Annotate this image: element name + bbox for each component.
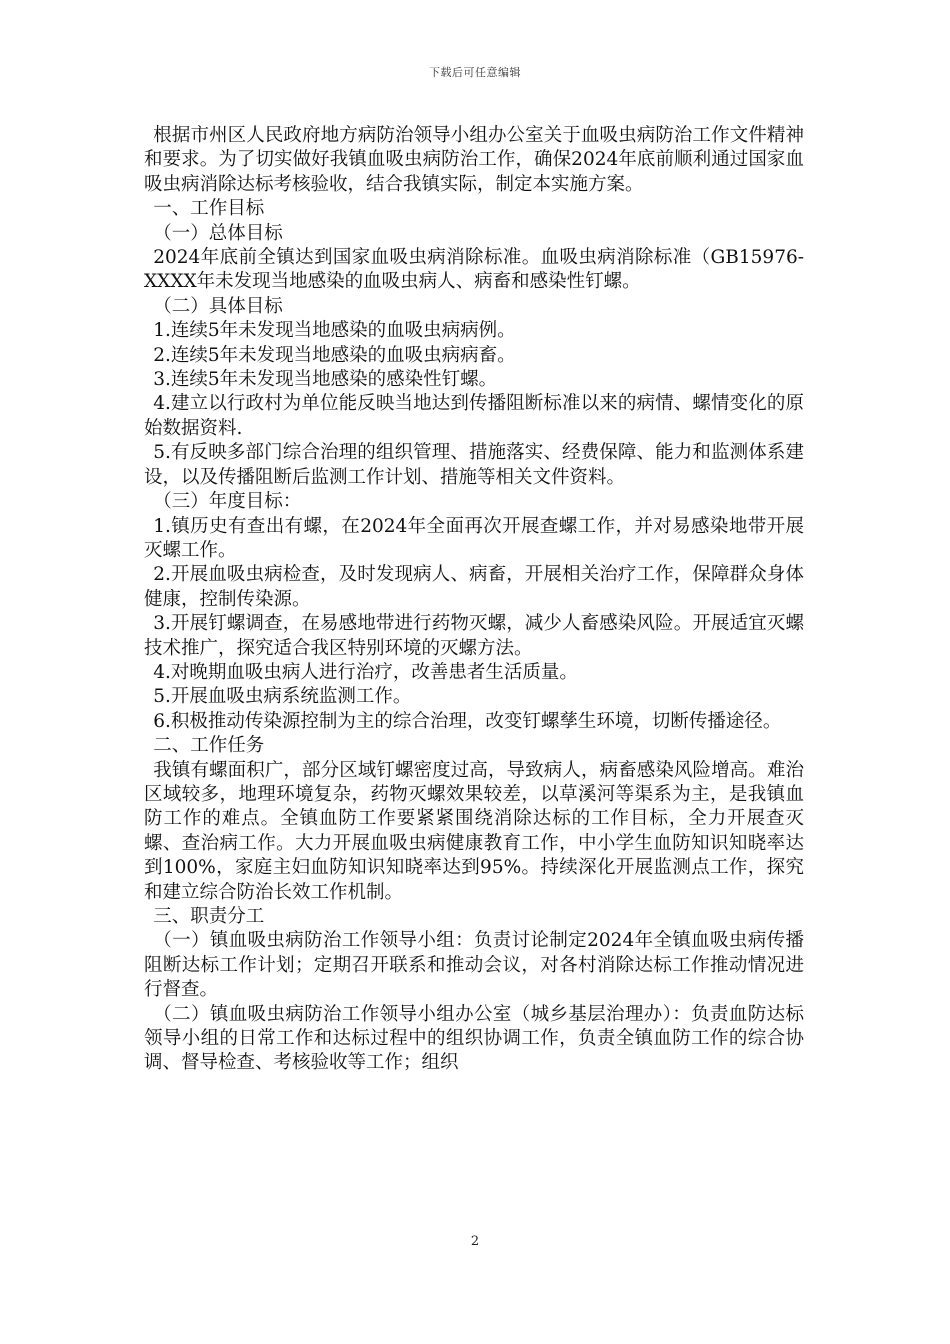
annual-goal-item: 3.开展钉螺调查，在易感地带进行药物灭螺，减少人畜感染风险。开展适宜灭螺技术推广，探究适合我区特别环境的灭螺方法。	[144, 613, 804, 659]
section-heading-goals: 一、工作目标	[153, 198, 265, 220]
specific-goal-item: 3.连续5年未发现当地感染的感染性钉螺。	[153, 369, 498, 391]
annual-goal-item: 4.对晚期血吸虫病人进行治疗，改善患者生活质量。	[153, 661, 578, 683]
specific-goal-item: 1.连续5年未发现当地感染的血吸虫病病例。	[153, 320, 516, 342]
annual-goal-item: 5.开展血吸虫病系统监测工作。	[153, 686, 412, 708]
page-header: 下载后可任意编辑	[429, 66, 521, 79]
annual-goal-item: 6.积极推动传染源控制为主的综合治理，改变钉螺孳生环境，切断传播途径。	[153, 710, 782, 732]
duties-paragraph: （二）镇血吸虫病防治工作领导小组办公室（城乡基层治理办）：负责血防达标领导小组的日常工作和达标过程中的组织协调工作，负责全镇血防工作的综合协调、督导检查、考核验收等工作；组织	[144, 1003, 804, 1074]
page-number: 2	[470, 1234, 480, 1249]
subsection-heading-annual: （三）年度目标：	[153, 491, 302, 513]
annual-goal-item: 2.开展血吸虫病检查，及时发现病人、病畜，开展相关治疗工作，保障群众身体健康，控制传染源。	[144, 564, 804, 610]
document-body	[144, 124, 804, 1076]
duties-paragraph: （一）镇血吸虫病防治工作领导小组：负责讨论制定2024年全镇血吸虫病传播阻断达标工作计划；定期召开联系和推动会议，对各村消除达标工作推动情况进行督查。	[144, 930, 804, 1001]
subsection-heading-specific: （二）具体目标	[153, 295, 283, 317]
specific-goal-item: 5.有反映多部门综合治理的组织管理、措施落实、经费保障、能力和监测体系建设，以及传播阻断后监测工作计划、措施等相关文件资料。	[144, 442, 804, 488]
overall-goal-paragraph: 2024年底前全镇达到国家血吸虫病消除标准。血吸虫病消除标准（GB15976-XXXX年未发现当地感染的血吸虫病人、病畜和感染性钉螺。	[144, 247, 804, 293]
section-heading-duties: 三、职责分工	[153, 906, 265, 927]
annual-goal-item: 1.镇历史有查出有螺，在2024年全面再次开展查螺工作，并对易感染地带开展灭螺工作。	[144, 515, 804, 561]
section-heading-tasks: 二、工作任务	[153, 735, 265, 757]
subsection-heading-overall: （一）总体目标	[153, 222, 283, 244]
intro-paragraph: 根据市州区人民政府地方病防治领导小组办公室关于血吸虫病防治工作文件精神和要求。为了切实做好我镇血吸虫病防治工作，确保2024年底前顺利通过国家血吸虫病消除达标考核验收，结合我镇实际，制定本实施方案。	[144, 125, 804, 195]
specific-goal-item: 4.建立以行政村为单位能反映当地达到传播阻断标准以来的病情、螺情变化的原始数据资料.	[144, 393, 804, 439]
tasks-paragraph: 我镇有螺面积广，部分区域钉螺密度过高，导致病人，病畜感染风险增高。难治区域较多，地理环境复杂，药物灭螺效果较差，以草溪河等渠系为主，是我镇血防工作的难点。全镇血防工作要紧紧围绕消除达标的工作目标，全力开展查灭螺、查治病工作。大力开展血吸虫病健康教育工作，中小学生血防知识知晓率达到100%，家庭主妇血防知识知晓率达到95%。持续深化开展监测点工作，探究和建立综合防治长效工作机制。	[144, 759, 804, 903]
specific-goal-item: 2.连续5年未发现当地感染的血吸虫病病畜。	[153, 344, 516, 366]
